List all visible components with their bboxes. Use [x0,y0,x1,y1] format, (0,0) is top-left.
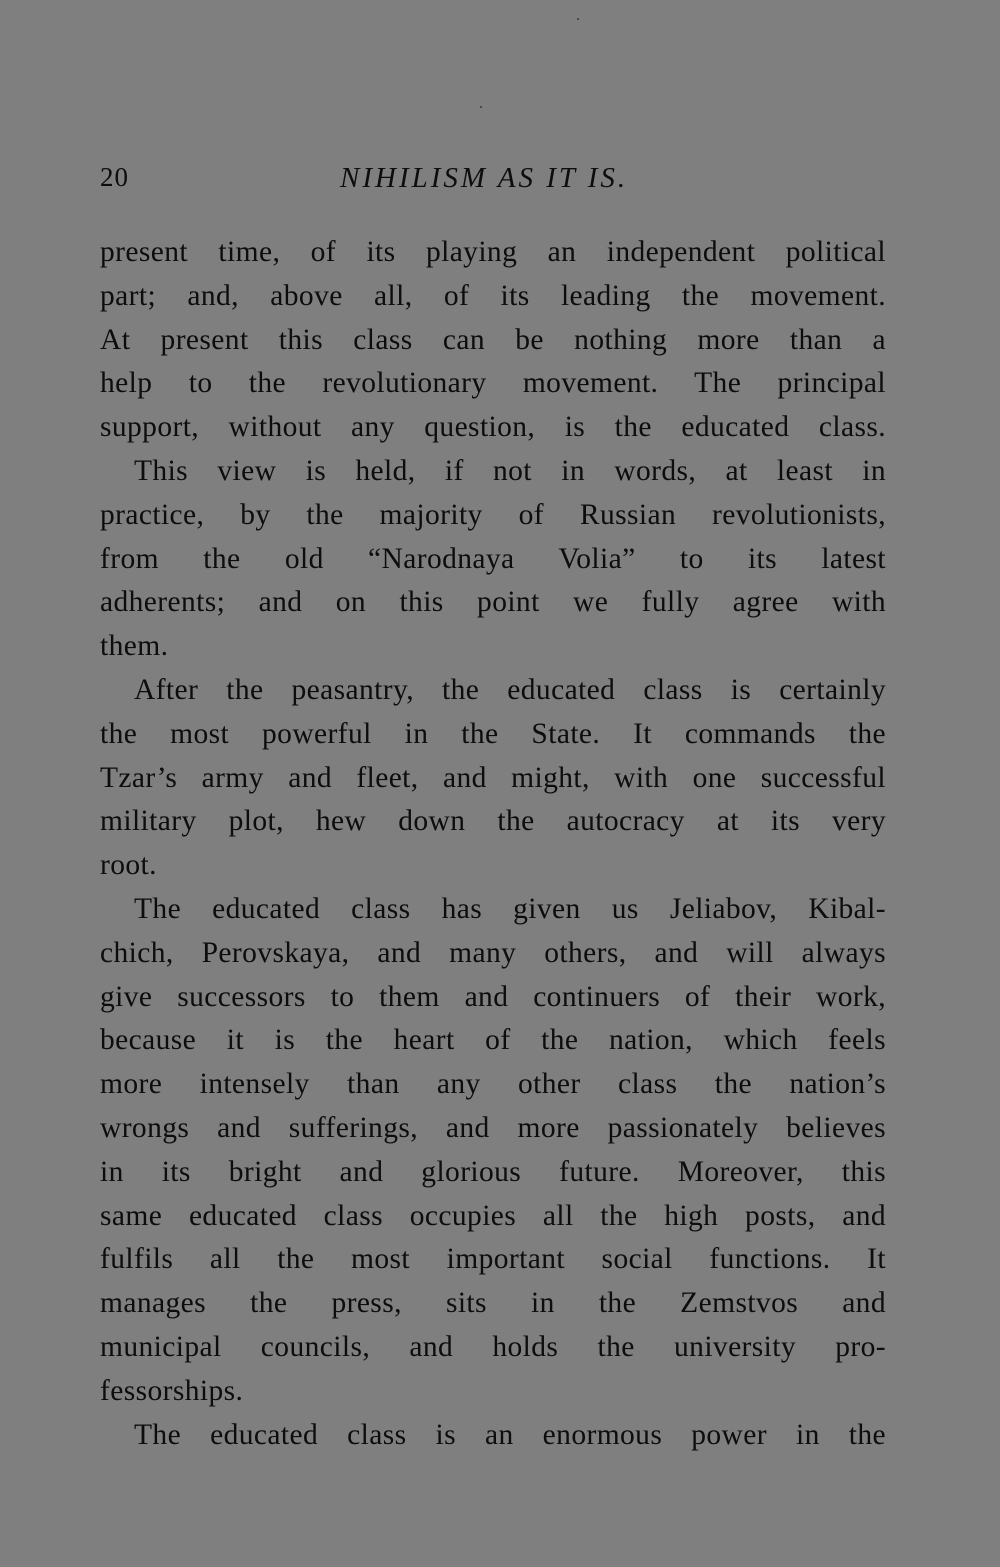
page-number: 20 [100,162,129,192]
text-line: from the old “Narodnaya Volia” to its latest [100,542,886,575]
text-line: the most powerful in the State. It commands the [100,717,886,750]
text-line: them. [100,630,169,663]
text-line: give successors to them and continuers of their work, [100,980,886,1013]
text-line: chich, Perovskaya, and many others, and will always [100,936,886,969]
text-line: fulfils all the most important social functions. It [100,1243,886,1276]
text-line: in its bright and glorious future. Moreover, this [100,1155,886,1188]
text-line: present time, of its playing an independent political [100,236,886,268]
text-line: This view is held, if not in words, at least in [134,454,886,487]
body-text [100,231,886,1457]
text-line: adherents; and on this point we fully agree with [100,586,886,619]
text-line: root. [100,849,157,882]
text-line: help to the revolutionary movement. The principal [100,367,886,400]
text-line: part; and, above all, of its leading the movement. [100,279,886,312]
text-line: fessorships. [100,1374,244,1407]
text-line: because it is the heart of the nation, which feels [100,1024,886,1057]
text-line: manages the press, sits in the Zemstvos and [100,1287,886,1320]
text-line: Tzar’s army and fleet, and might, with one successful [100,761,886,794]
text-line: support, without any question, is the educated class. [100,411,886,444]
text-line: same educated class occupies all the high posts, and [100,1199,886,1232]
text-line: The educated class has given us Jeliabov, Kibal- [134,892,886,925]
text-line: After the peasantry, the educated class is certainly [134,673,886,706]
running-head [100,162,890,202]
running-title: NIHILISM AS IT IS. [340,162,629,194]
print-speck [577,18,579,20]
text-line: The educated class is an enormous power in the [134,1418,886,1451]
text-line: wrongs and sufferings, and more passionately believes [100,1111,886,1144]
print-speck [480,106,482,108]
text-line: military plot, hew down the autocracy at its very [100,805,886,838]
text-line: practice, by the majority of Russian revolutionists, [100,498,886,531]
text-line: At present this class can be nothing more than a [100,323,886,356]
text-line: municipal councils, and holds the university pro- [100,1330,886,1363]
text-line: more intensely than any other class the nation’s [100,1068,886,1101]
